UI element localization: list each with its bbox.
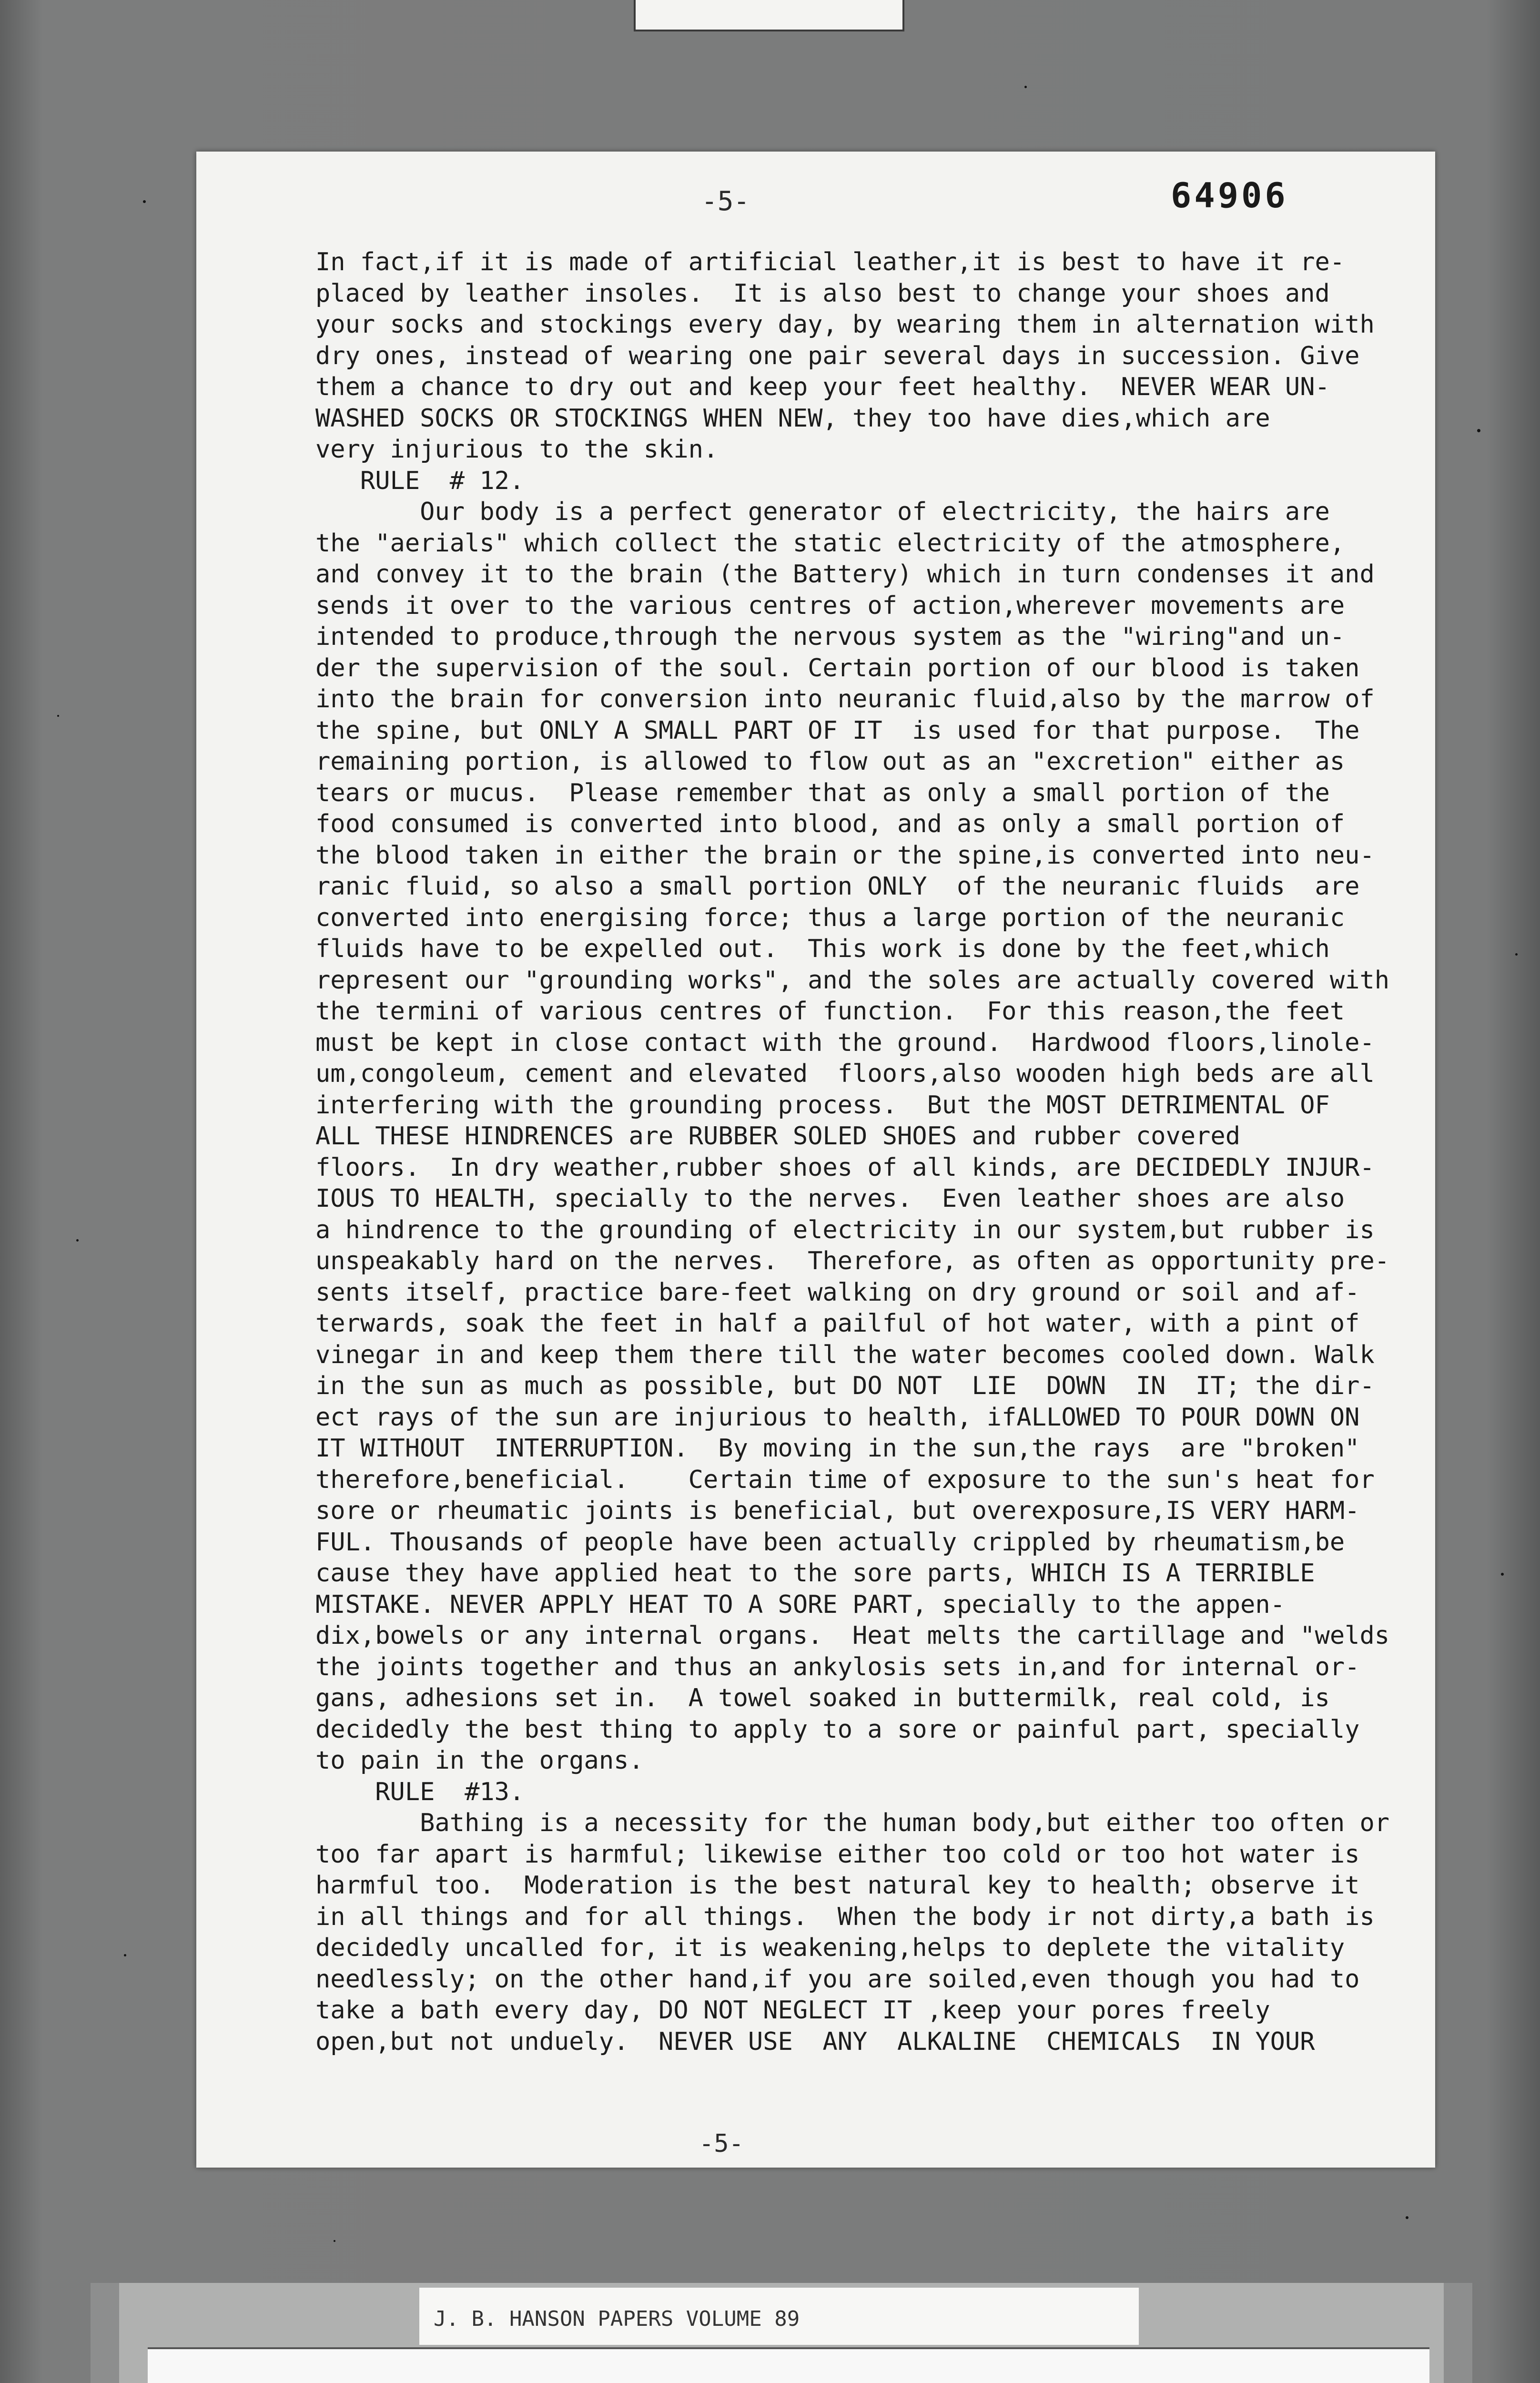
text-line: your socks and stockings every day, by wearing them in alternation with <box>315 310 1375 339</box>
volume-label <box>419 2288 1139 2345</box>
text-line: the joints together and thus an ankylosis sets in,and for internal or- <box>315 1652 1360 1681</box>
text-line: and convey it to the brain (the Battery) which in turn condenses it and <box>315 560 1375 589</box>
text-line: RULE # 12. <box>315 466 525 495</box>
scan-speck <box>124 1954 126 1956</box>
archives-stamp-card <box>148 2347 1429 2383</box>
scan-speck <box>57 715 59 717</box>
top-paper-tab <box>634 0 904 31</box>
text-line: very injurious to the skin. <box>315 435 719 464</box>
text-line: dry ones, instead of wearing one pair several days in succession. Give <box>315 341 1360 370</box>
text-line: tears or mucus. Please remember that as only a small portion of the <box>315 778 1330 807</box>
text-line: in all things and for all things. When the body ir not dirty,a bath is <box>315 1902 1375 1931</box>
text-line: In fact,if it is made of artificial leather,it is best to have it re- <box>315 248 1345 276</box>
text-line: Our body is a perfect generator of electricity, the hairs are <box>315 498 1330 526</box>
text-line: MISTAKE. NEVER APPLY HEAT TO A SORE PART, specially to the appen- <box>315 1590 1285 1619</box>
text-line: fluids have to be expelled out. This work is done by the feet,which <box>315 935 1330 963</box>
text-line: represent our "grounding works", and the soles are actually covered with <box>315 966 1390 995</box>
text-line: interfering with the grounding process. But the MOST DETRIMENTAL OF <box>315 1090 1330 1120</box>
scan-speck <box>1477 429 1480 432</box>
text-line: dix,bowels or any internal organs. Heat melts the cartillage and "welds <box>315 1621 1390 1650</box>
text-line: placed by leather insoles. It is also best to change your shoes and <box>315 279 1330 308</box>
text-line: converted into energising force; thus a large portion of the neuranic <box>315 903 1345 932</box>
text-line: the termini of various centres of function. For this reason,the feet <box>315 997 1345 1026</box>
text-line: cause they have applied heat to the sore parts, WHICH IS A TERRIBLE <box>315 1559 1315 1588</box>
text-line: therefore,beneficial. Certain time of exposure to the sun's heat for <box>315 1465 1375 1494</box>
text-line: the blood taken in either the brain or the spine,is converted into neu- <box>315 841 1375 870</box>
scan-speck <box>334 2240 335 2242</box>
text-line: too far apart is harmful; likewise either too cold or too hot water is <box>315 1840 1360 1869</box>
text-line: the "aerials" which collect the static electricity of the atmosphere, <box>315 529 1345 558</box>
text-line: remaining portion, is allowed to flow out as an "excretion" either as <box>315 747 1345 776</box>
text-line: ranic fluid, so also a small portion ONLY of the neuranic fluids are <box>315 872 1360 901</box>
scan-speck <box>143 200 146 203</box>
scan-speck <box>1515 953 1518 956</box>
text-line: decidedly the best thing to apply to a sore or painful part, specially <box>315 1715 1360 1744</box>
text-line: FUL. Thousands of people have been actually crippled by rheumatism,be <box>315 1528 1345 1557</box>
text-line: unspeakably hard on the nerves. Therefore, as often as opportunity pre- <box>315 1247 1390 1275</box>
text-line: sends it over to the various centres of action,wherever movements are <box>315 591 1345 620</box>
text-line: them a chance to dry out and keep your feet healthy. NEVER WEAR UN- <box>315 373 1330 401</box>
page-number-top: -5- <box>701 186 750 217</box>
text-line: RULE #13. <box>315 1777 525 1806</box>
scan-speck <box>76 1239 79 1242</box>
text-line: food consumed is converted into blood, and as only a small portion of <box>315 810 1345 838</box>
text-line: ALL THESE HINDRENCES are RUBBER SOLED SHOES and rubber covered <box>315 1122 1241 1151</box>
text-line: floors. In dry weather,rubber shoes of all kinds, are DECIDEDLY INJUR- <box>315 1153 1375 1182</box>
body-text <box>315 247 1426 2057</box>
text-line: terwards, soak the feet in half a pailful of hot water, with a pint of <box>315 1309 1360 1338</box>
text-line: sents itself, practice bare-feet walking on dry ground or soil and af- <box>315 1278 1360 1307</box>
text-line: IT WITHOUT INTERRUPTION. By moving in the sun,the rays are "broken" <box>315 1434 1360 1463</box>
text-line: vinegar in and keep them there till the water becomes cooled down. Walk <box>315 1340 1375 1369</box>
document-page <box>196 152 1435 2168</box>
text-line: take a bath every day, DO NOT NEGLECT IT ,keep your pores freely <box>315 1996 1270 2025</box>
text-line: to pain in the organs. <box>315 1746 644 1775</box>
text-line: ect rays of the sun are injurious to health, ifALLOWED TO POUR DOWN ON <box>315 1403 1360 1432</box>
text-line: decidedly uncalled for, it is weakening,helps to deplete the vitality <box>315 1934 1345 1962</box>
text-line: IOUS TO HEALTH, specially to the nerves. Even leather shoes are also <box>315 1184 1345 1213</box>
text-line: the spine, but ONLY A SMALL PART OF IT is used for that purpose. The <box>315 716 1360 745</box>
document-id: 64906 <box>1171 175 1288 215</box>
text-line: um,congoleum, cement and elevated floors,also wooden high beds are all <box>315 1059 1375 1088</box>
text-line: needlessly; on the other hand,if you are soiled,even though you had to <box>315 1965 1360 1994</box>
text-line: in the sun as much as possible, but DO NOT LIE DOWN IN IT; the dir- <box>315 1372 1375 1400</box>
text-line: must be kept in close contact with the ground. Hardwood floors,linole- <box>315 1028 1375 1057</box>
scan-speck <box>1406 2216 1408 2219</box>
scan-speck <box>1024 86 1027 88</box>
text-line: harmful too. Moderation is the best natural key to health; observe it <box>315 1871 1360 1900</box>
text-line: into the brain for conversion into neuranic fluid,also by the marrow of <box>315 685 1375 713</box>
text-line: a hindrence to the grounding of electricity in our system,but rubber is <box>315 1215 1375 1244</box>
volume-label-text: J. B. HANSON PAPERS VOLUME 89 <box>434 2307 800 2331</box>
text-line: intended to produce,through the nervous system as the "wiring"and un- <box>315 622 1345 651</box>
text-line: open,but not unduely. NEVER USE ANY ALKALINE CHEMICALS IN YOUR <box>315 2027 1315 2056</box>
text-line: Bathing is a necessity for the human body,but either too often or <box>315 1809 1390 1837</box>
text-line: WASHED SOCKS OR STOCKINGS WHEN NEW, they too have dies,which are <box>315 404 1270 433</box>
scan-speck <box>1501 1573 1504 1576</box>
text-line: sore or rheumatic joints is beneficial, but overexposure,IS VERY HARM- <box>315 1497 1360 1525</box>
page-number-bottom: -5- <box>699 2129 744 2158</box>
text-line: der the supervision of the soul. Certain portion of our blood is taken <box>315 653 1360 682</box>
text-line: gans, adhesions set in. A towel soaked in buttermilk, real cold, is <box>315 1684 1330 1712</box>
